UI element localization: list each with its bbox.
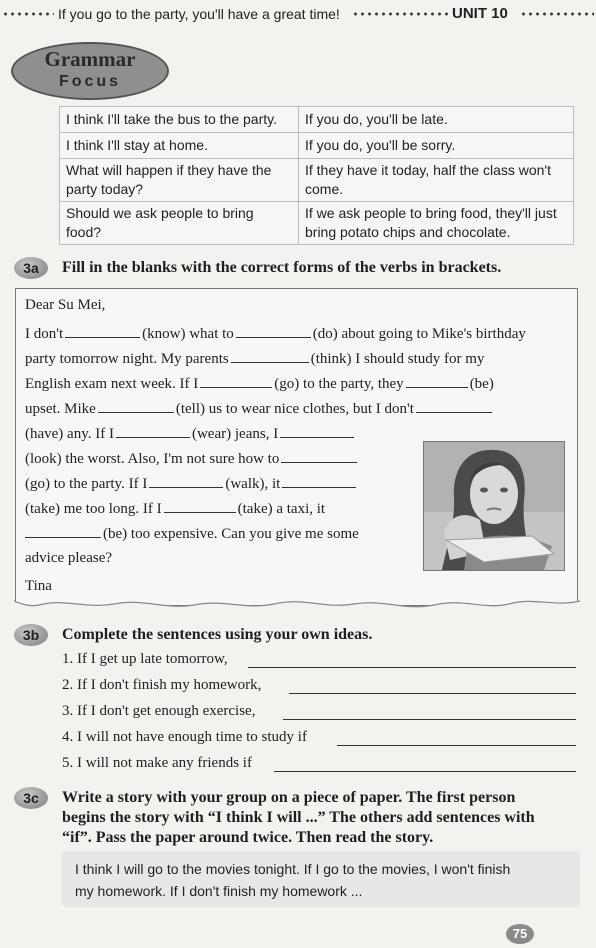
letter-text: party tomorrow night. My parents — [25, 351, 229, 367]
letter-line-1 — [25, 326, 526, 343]
table-row — [60, 107, 574, 133]
answer-line[interactable] — [337, 745, 576, 746]
exercise-3b-icon: 3b — [14, 624, 48, 646]
table-cell: What will happen if they have the party today? — [60, 159, 299, 202]
letter-text: I don't — [25, 326, 64, 342]
sentence-2: 2. If I don't finish my homework, — [62, 677, 262, 693]
letter-text: (tell) us to wear nice clothes, but I don't — [175, 401, 414, 417]
sentence-5: 5. I will not make any friends if — [62, 755, 252, 771]
letter-text: (be) — [469, 376, 494, 392]
header-dots-left — [2, 11, 54, 17]
table-row — [60, 159, 574, 202]
page-number: 75 — [506, 924, 534, 944]
sample-story-line-1: I think I will go to the movies tonight. If I go to the movies, I won't finish — [75, 861, 511, 877]
exercise-3c-instruction-line-1: Write a story with your group on a piece of paper. The first person — [62, 789, 516, 806]
answer-blank[interactable] — [25, 536, 101, 538]
letter-text: (do) about going to Mike's birthday — [312, 326, 526, 342]
answer-line[interactable] — [289, 693, 576, 694]
table-cell: I think I'll take the bus to the party. — [60, 107, 299, 133]
torn-edge — [14, 595, 580, 615]
header-dots-middle — [352, 11, 448, 17]
answer-blank[interactable] — [116, 436, 190, 438]
answer-blank[interactable] — [164, 511, 236, 513]
letter-text: (know) what to — [142, 326, 234, 342]
table-cell: If you do, you'll be late. — [299, 107, 574, 133]
girl-reading-photo — [423, 441, 565, 571]
table-cell: If they have it today, half the class won't come. — [299, 159, 574, 202]
exercise-3c-instruction-line-2: begins the story with “I think I will ...” The others add sentences with — [62, 809, 535, 826]
letter-line-4 — [25, 401, 494, 418]
exercise-3b-instruction: Complete the sentences using your own ideas. — [62, 626, 373, 643]
letter-line-6 — [25, 451, 359, 468]
letter-text: (take) me too long. If I — [25, 501, 162, 517]
answer-blank[interactable] — [236, 336, 311, 338]
letter-text: (have) any. If I — [25, 426, 114, 442]
answer-blank[interactable] — [416, 411, 492, 413]
answer-blank[interactable] — [282, 486, 356, 488]
answer-blank[interactable] — [280, 436, 354, 438]
table-row — [60, 202, 574, 245]
letter-text: (think) I should study for my — [310, 351, 485, 367]
grammar-table — [59, 106, 574, 245]
letter-line-7 — [25, 476, 358, 493]
table-cell: If you do, you'll be sorry. — [299, 133, 574, 159]
unit-label: UNIT 10 — [452, 5, 508, 22]
answer-blank[interactable] — [231, 361, 309, 363]
answer-line[interactable] — [283, 719, 576, 720]
letter-text: (wear) jeans, I — [191, 426, 279, 442]
letter-line-8 — [25, 501, 325, 518]
sample-story-line-2: my homework. If I don't finish my homework ... — [75, 883, 363, 899]
letter-text: (look) the worst. Also, I'm not sure how to — [25, 451, 280, 467]
answer-blank[interactable] — [65, 336, 140, 338]
answer-blank[interactable] — [98, 411, 174, 413]
letter-line-9 — [25, 526, 359, 543]
table-row — [60, 133, 574, 159]
letter-text: (go) to the party, they — [274, 376, 404, 392]
badge-title-line1: Grammar — [44, 47, 136, 71]
running-header — [0, 4, 596, 26]
sentence-3: 3. If I don't get enough exercise, — [62, 703, 256, 719]
answer-blank[interactable] — [149, 486, 223, 488]
table-cell: I think I'll stay at home. — [60, 133, 299, 159]
sentence-1: 1. If I get up late tomorrow, — [62, 651, 228, 667]
letter-text: (walk), it — [225, 476, 281, 492]
grammar-focus-badge — [11, 42, 169, 100]
exercise-3c-instruction-line-3: “if”. Pass the paper around twice. Then read the story. — [62, 829, 434, 846]
answer-blank[interactable] — [200, 386, 272, 388]
table-cell: Should we ask people to bring food? — [60, 202, 299, 245]
letter-text: (take) a taxi, it — [237, 501, 326, 517]
letter-signature: Tina — [25, 578, 52, 594]
exercise-3a-instruction: Fill in the blanks with the correct forms of the verbs in brackets. — [62, 259, 502, 276]
exercise-3a-icon: 3a — [14, 257, 48, 279]
letter-text: (be) too expensive. Can you give me some — [103, 526, 359, 542]
letter-text: upset. Mike — [25, 401, 96, 417]
letter-line-3 — [25, 376, 494, 393]
letter-text: English exam next week. If I — [25, 376, 199, 392]
letter-text: (go) to the party. If I — [25, 476, 148, 492]
letter-line-2 — [25, 351, 484, 368]
answer-line[interactable] — [248, 667, 576, 668]
header-title: If you go to the party, you'll have a great time! — [58, 6, 340, 22]
letter-line-5 — [25, 426, 356, 443]
sentence-4: 4. I will not have enough time to study if — [62, 729, 307, 745]
answer-line[interactable] — [274, 771, 576, 772]
girl-illustration — [424, 442, 564, 570]
letter-greeting: Dear Su Mei, — [25, 297, 106, 313]
answer-blank[interactable] — [281, 461, 357, 463]
badge-title-line2: Focus — [58, 73, 122, 90]
letter-line-10: advice please? — [25, 550, 113, 566]
exercise-3c-icon: 3c — [14, 787, 48, 809]
header-dots-right — [520, 11, 594, 17]
answer-blank[interactable] — [406, 386, 468, 388]
table-cell: If we ask people to bring food, they'll just bring potato chips and chocolate. — [299, 202, 574, 245]
